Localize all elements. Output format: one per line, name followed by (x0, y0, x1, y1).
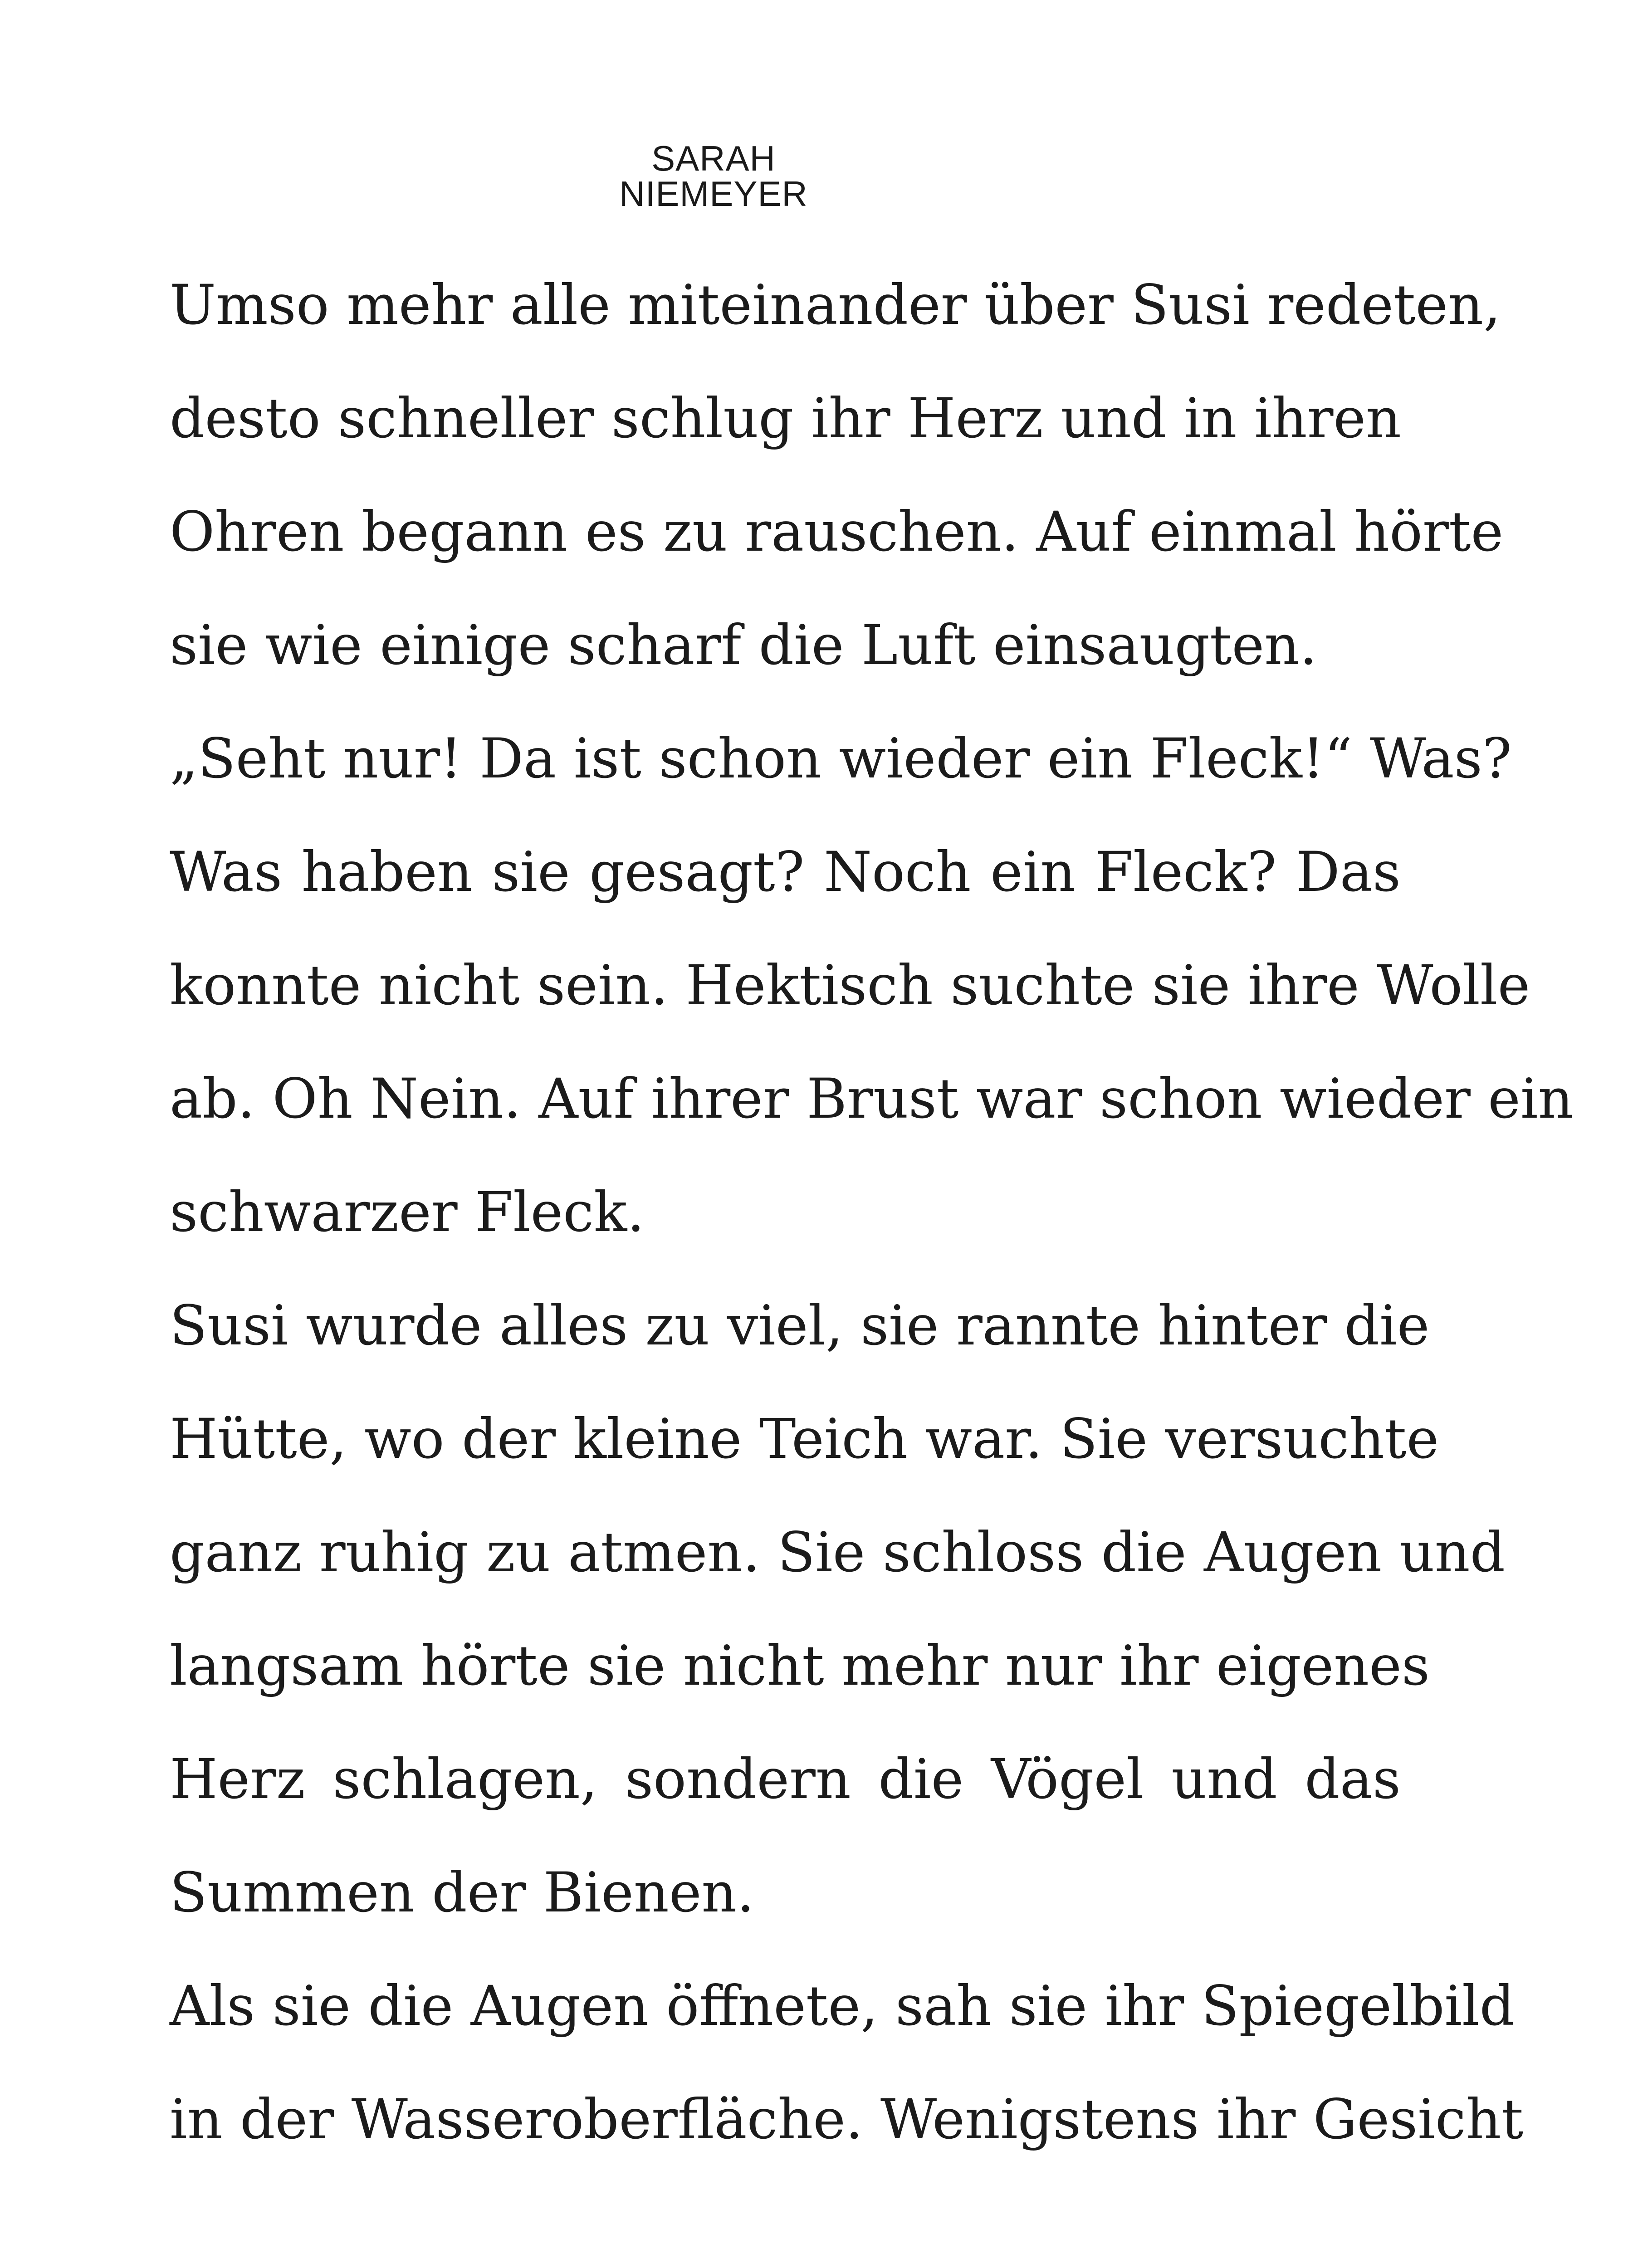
text-line: in der Wasseroberfläche. Wenigstens ihr Gesicht (170, 2087, 1524, 2151)
text-line: Ohren begann es zu rauschen. Auf einmal hörte (170, 500, 1504, 564)
text-line: konnte nicht sein. Hektisch suchte sie ihre Wolle (170, 953, 1530, 1017)
text-line: schwarzer Fleck. (170, 1180, 645, 1244)
text-line: „Seht nur! Da ist schon wieder ein Fleck!“ Was? (170, 727, 1512, 791)
body-text (170, 249, 1574, 2176)
text-line: Als sie die Augen öffnete, sah sie ihr Spiegelbild (170, 1974, 1515, 2038)
text-line: Was haben sie gesagt? Noch ein Fleck? Das (170, 840, 1401, 904)
text-line: desto schneller schlug ihr Herz und in ihren (170, 386, 1402, 450)
text-line: Umso mehr alle miteinander über Susi redeten, (170, 273, 1501, 337)
text-line: Susi wurde alles zu viel, sie rannte hinter die (170, 1294, 1430, 1358)
text-line: Summen der Bienen. (170, 1861, 754, 1925)
text-line: langsam hörte sie nicht mehr nur ihr eigenes (170, 1634, 1430, 1698)
text-line: ab. Oh Nein. Auf ihrer Brust war schon wieder ein (170, 1067, 1574, 1131)
running-header-author: SARAH NIEMEYER (619, 138, 808, 214)
text-line: Herz schlagen, sondern die Vögel und das (170, 1747, 1401, 1811)
text-line: Hütte, wo der kleine Teich war. Sie versuchte (170, 1407, 1439, 1471)
text-line: ganz ruhig zu atmen. Sie schloss die Augen und (170, 1520, 1506, 1584)
text-line: sie wie einige scharf die Luft einsaugten. (170, 613, 1317, 677)
